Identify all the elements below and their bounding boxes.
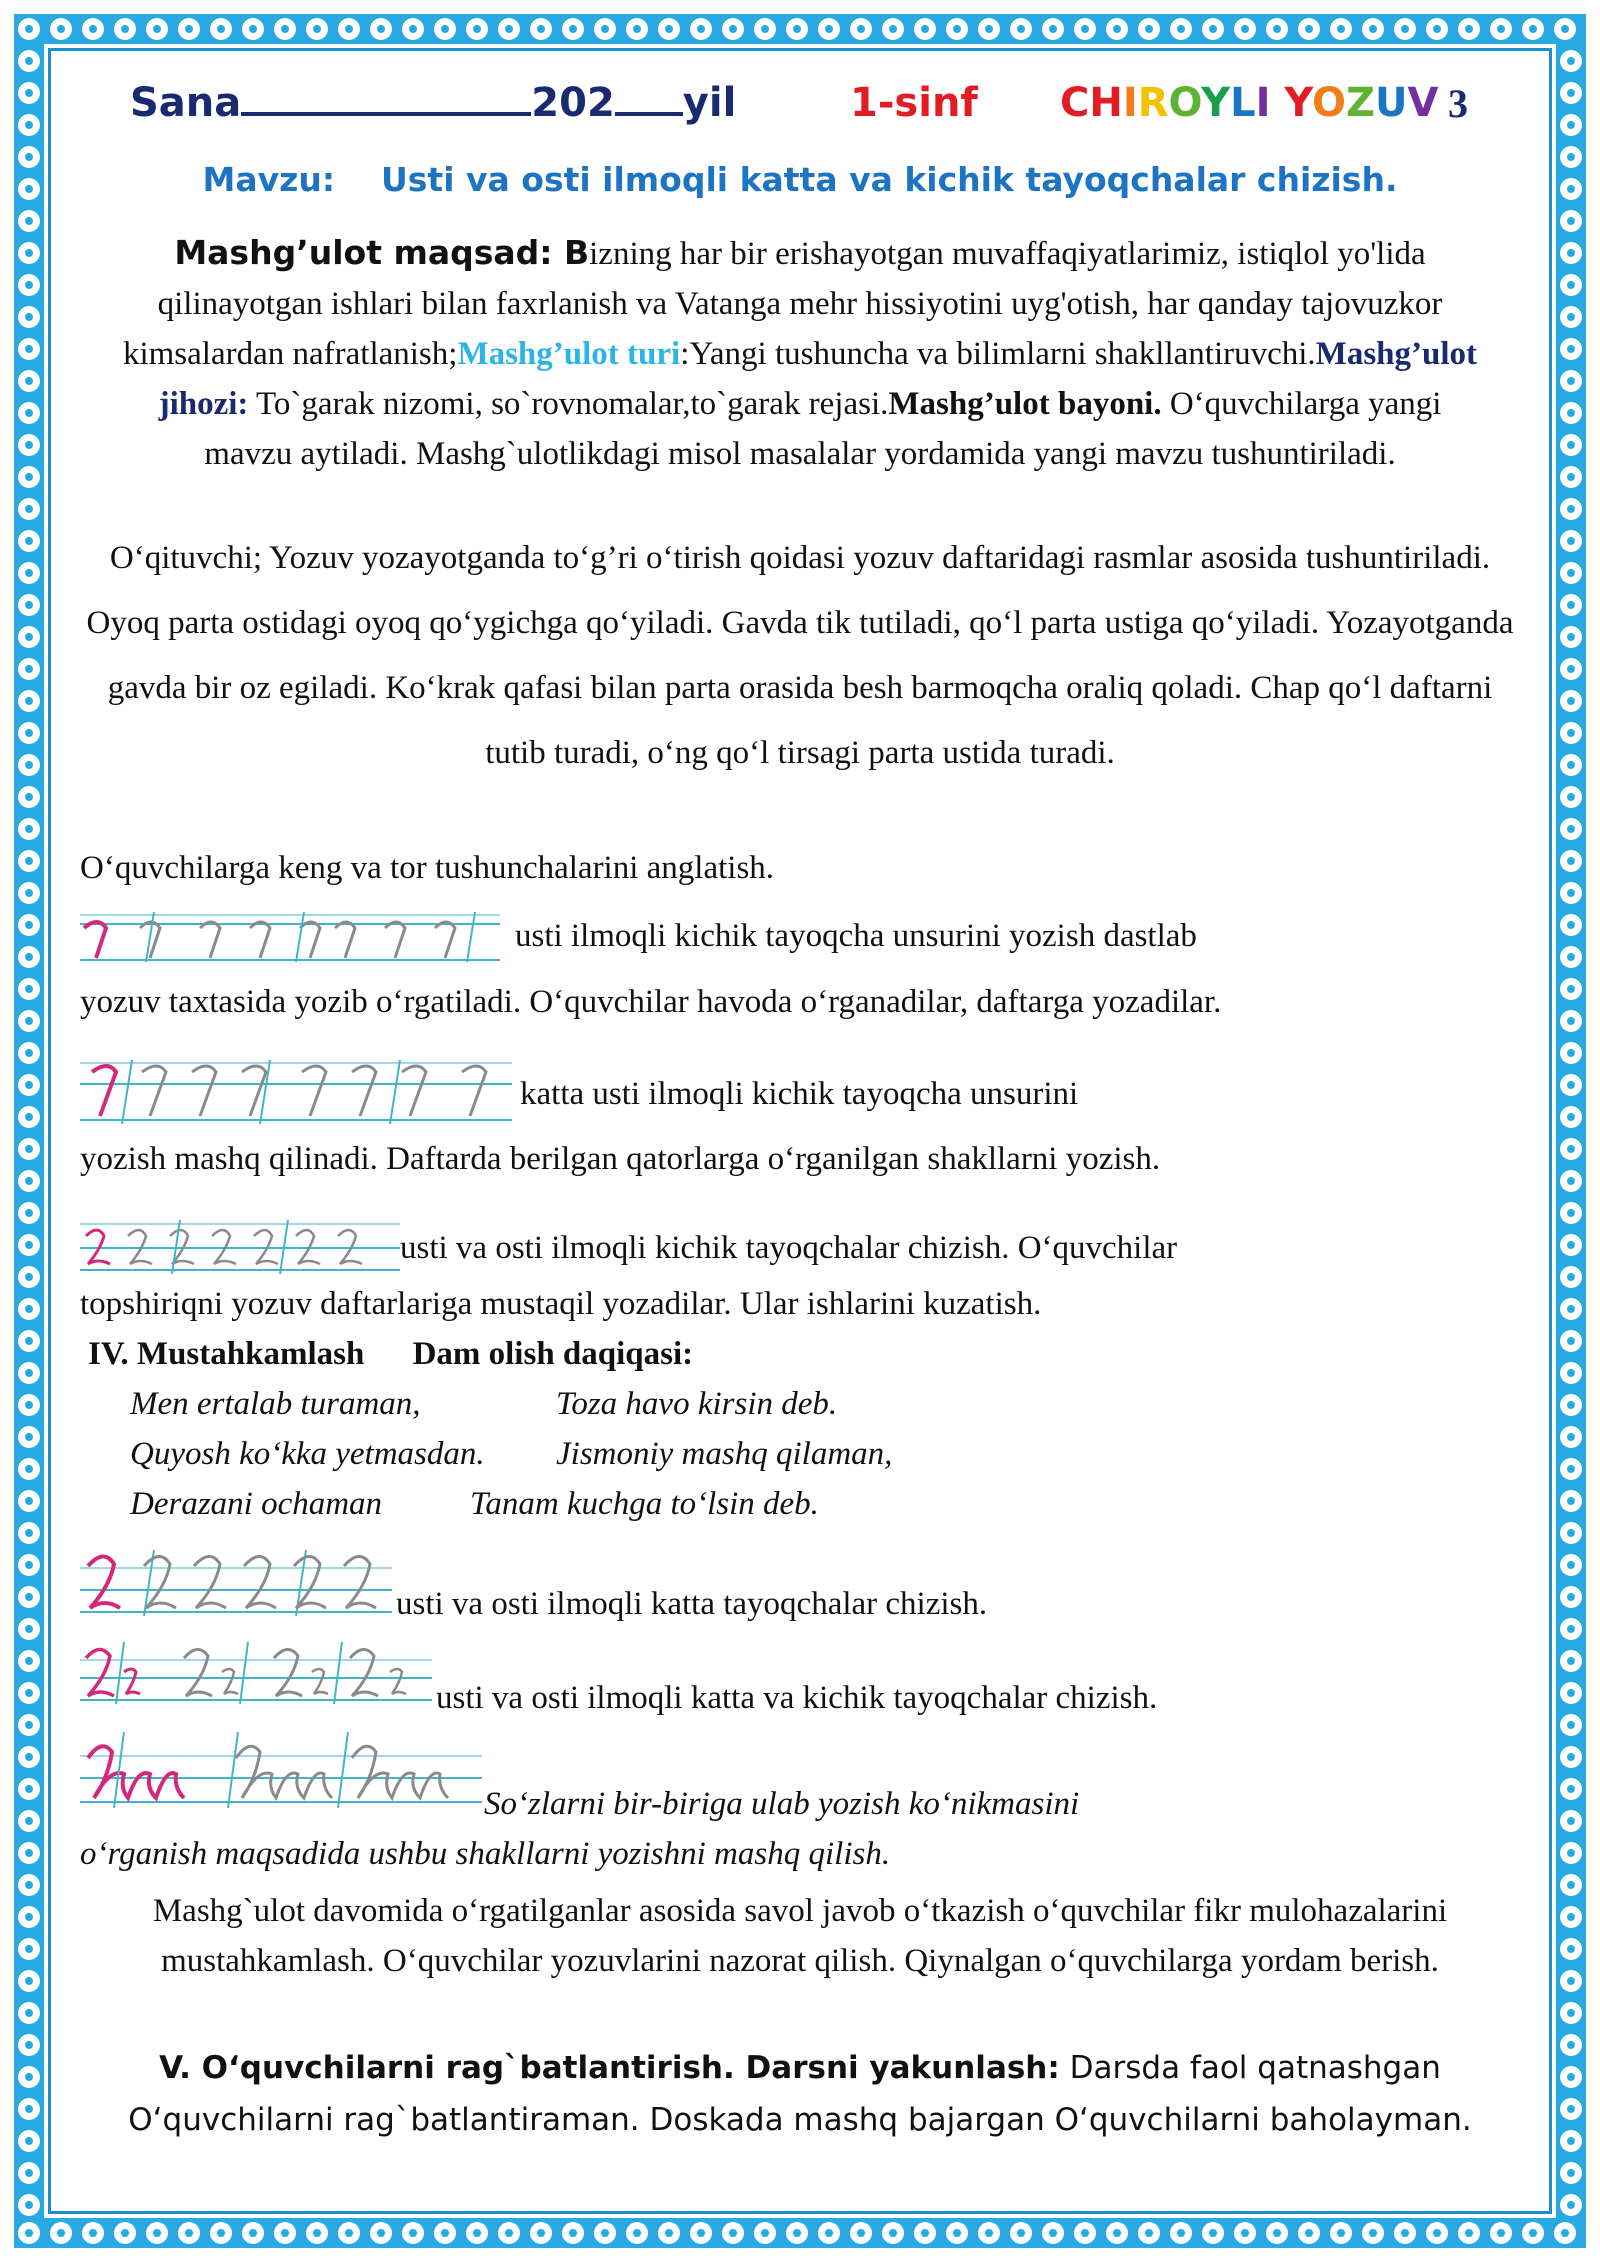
exercise-6-strokes	[80, 1728, 482, 1810]
subject-title-letter: R	[1137, 80, 1169, 126]
year-suffix: yil	[682, 80, 737, 126]
poem-right-2: Jismoniy mashq qilaman,	[556, 1436, 893, 1472]
subject-title-letter: C	[1060, 80, 1090, 126]
exercise-5-strokes	[80, 1638, 432, 1708]
subject-title-letter: H	[1089, 80, 1123, 126]
exercise-1-continued: yozuv taxtasida yozib o‘rgatiladi. O‘quvchilar havoda o‘rganadilar, daftarga yozadilar.	[80, 984, 1222, 1020]
subject-title-letter	[1270, 80, 1284, 126]
exercise-1-strokes	[80, 910, 500, 970]
description-text: O‘quvchilarga yangi mavzu aytiladi. Mashg`ulotlikdagi misol masalalar yordamida yangi mavzu tushuntiriladi.	[204, 386, 1442, 472]
subject-title-letter: O	[1168, 80, 1202, 126]
equipment-text: To`garak nizomi, so`rovnomalar,to`garak rejasi.	[248, 386, 889, 422]
subject-title-letter: U	[1375, 80, 1408, 126]
exercise-4-text: usti va osti ilmoqli katta tayoqchalar chizish.	[396, 1586, 988, 1622]
goal-paragraph	[80, 228, 1520, 479]
header	[80, 80, 1520, 140]
subject-title-letter: L	[1230, 80, 1256, 126]
topic-text: Usti va osti ilmoqli katta va kichik tayoqchalar chizish.	[380, 160, 1398, 199]
poem-left-2: Quyosh ko‘kka yetmasdan.	[130, 1436, 485, 1472]
goal-first-letter: B	[563, 233, 590, 272]
exercise-6-text: So‘zlarni bir-biriga ulab yozish ko‘nikmasini	[484, 1786, 1080, 1822]
break-label: Dam olish daqiqasi:	[412, 1336, 694, 1372]
description-label: Mashg’ulot bayoni.	[888, 386, 1162, 422]
section-5-paragraph	[80, 2042, 1520, 2146]
poem-right-1: Toza havo kirsin deb.	[556, 1386, 838, 1422]
grade-label: 1-sinf	[850, 80, 978, 126]
subject-title-letter: I	[1122, 80, 1138, 126]
poem-left-1: Men ertalab turaman,	[130, 1386, 421, 1422]
summary-paragraph: Mashg`ulot davomida o‘rgatilganlar asosida savol javob o‘tkazish o‘quvchilar fikr mulohazalarini mustahkamlash. O‘quvchilar yozuvlarini nazorat qilish. Qiynalgan o‘quvchilarga yordam berish.	[152, 1893, 1448, 1979]
poem-right-3: Tanam kuchga to‘lsin deb.	[470, 1486, 819, 1522]
explain-line: O‘quvchilarga keng va tor tushunchalarini anglatish.	[80, 850, 775, 886]
exercise-6-continued: o‘rganish maqsadida ushbu shakllarni yozishni mashq qilish.	[80, 1836, 891, 1872]
subject-title-letter: Z	[1345, 80, 1375, 126]
exercise-3-strokes	[80, 1218, 400, 1276]
topic-label: Mavzu:	[202, 160, 336, 199]
topic-line	[80, 160, 1520, 199]
subject-title	[1060, 80, 1438, 126]
exercise-4-strokes	[80, 1548, 392, 1618]
poem-left-3: Derazani ochaman	[130, 1486, 383, 1522]
goal-text: izning har bir erishayotgan muvaffaqiyatlarimiz, istiqlol yo'lida qilinayotgan ishlari bilan faxrlanish va Vatanga mehr hissiyotini uyg'otish, har qanday tajovuzkor kimsalardan nafratlanish;	[122, 236, 1443, 372]
type-text: :Yangi tushuncha va bilimlarni shakllantiruvchi.	[680, 336, 1316, 372]
year-blank	[615, 112, 683, 116]
subject-title-letter: Y	[1201, 80, 1231, 126]
section-5-text: Darsda faol qatnashgan O‘quvchilarni rag`batlantiraman. Doskada mashq bajargan O‘quvchilarni baholayman.	[128, 2050, 1472, 2138]
date-label: Sana	[130, 80, 242, 126]
exercise-5-text: usti va osti ilmoqli katta va kichik tayoqchalar chizish.	[436, 1680, 1158, 1716]
equipment-label: Mashg’ulot jihozi:	[158, 336, 1478, 422]
teacher-paragraph: O‘qituvchi; Yozuv yozayotganda to‘g’ri o‘tirish qoidasi yozuv daftaridagi rasmlar asosida tushuntiriladi. Oyoq parta ostidagi oyoq qo‘ygichga qo‘yiladi. Gavda tik tutiladi, qo‘l parta ustiga qo‘yiladi. Yozayotganda gavda bir oz egiladi. Ko‘krak qafasi bilan parta orasida besh barmoqcha oraliq qoladi. Chap qo‘l daftarni tutib turadi, o‘ng qo‘l tirsagi parta ustida turadi.	[86, 540, 1514, 771]
exercise-2-strokes	[80, 1058, 512, 1128]
goal-label: Mashg’ulot maqsad:	[174, 233, 564, 272]
exercise-1-text: usti ilmoqli kichik tayoqcha unsurini yozish dastlab	[515, 918, 1197, 954]
subject-title-letter: O	[1311, 80, 1346, 126]
exercise-2-continued: yozish mashq qilinadi. Daftarda berilgan qatorlarga o‘rganilgan shakllarni yozish.	[80, 1141, 1161, 1177]
subject-title-letter: Y	[1284, 80, 1312, 126]
section-4-heading	[88, 1336, 693, 1373]
subject-title-letter: I	[1255, 80, 1271, 126]
section-4-label: IV. Mustahkamlash	[88, 1336, 365, 1372]
year-label: 202	[531, 80, 615, 126]
date-blank	[241, 112, 531, 116]
page-number: 3	[1448, 81, 1468, 126]
exercise-2-text: katta usti ilmoqli kichik tayoqcha unsurini	[520, 1076, 1079, 1112]
section-5-label: V. O‘quvchilarni rag`batlantirish. Darsni yakunlash:	[159, 2050, 1060, 2086]
date-field	[130, 80, 736, 126]
subject-title-letter: V	[1407, 80, 1439, 126]
exercise-3-text: usti va osti ilmoqli kichik tayoqchalar chizish. O‘quvchilar	[400, 1230, 1178, 1266]
exercise-3-continued: topshiriqni yozuv daftarlariga mustaqil yozadilar. Ular ishlarini kuzatish.	[80, 1286, 1042, 1322]
type-label: Mashg’ulot turi	[457, 336, 681, 372]
